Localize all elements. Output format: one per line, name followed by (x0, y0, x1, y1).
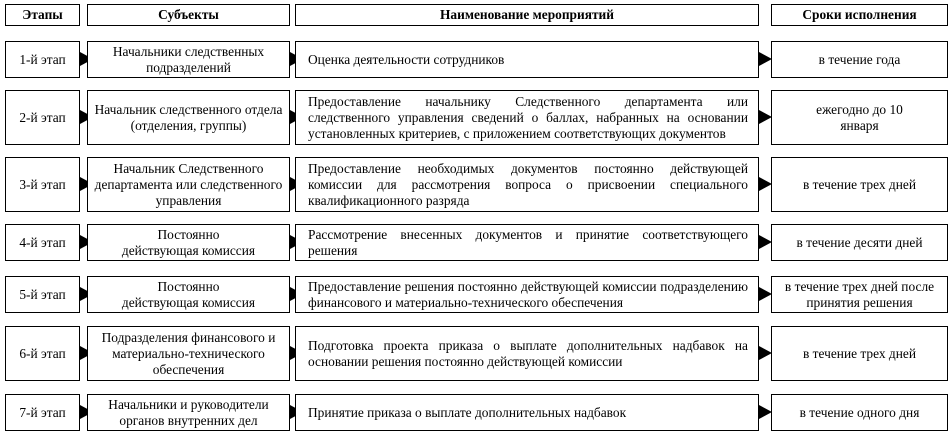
action-text: Рассмотрение внесенных документов и принятие соответствующего решения (308, 226, 748, 258)
stage-label: 4-й этап (5, 224, 80, 261)
term-box: в течение десяти дней (771, 224, 948, 261)
header-terms: Сроки исполнения (771, 4, 948, 26)
action-box (295, 90, 759, 145)
action-box (295, 224, 759, 261)
term-box: в течение трех дней после принятия решения (771, 276, 948, 313)
subject-box: Начальник следственного отдела (отделения, группы) (87, 90, 290, 145)
action-text: Оценка деятельности сотрудников (308, 51, 505, 67)
term-box: ежегодно до 10 января (771, 90, 948, 145)
header-stages: Этапы (5, 4, 80, 26)
term-box: в течение трех дней (771, 326, 948, 381)
stage-label: 6-й этап (5, 326, 80, 381)
action-box (295, 276, 759, 313)
stage-label: 7-й этап (5, 394, 80, 431)
action-text: Предоставление необходимых документов постоянно действующей комиссии для рассмотрения вопроса о присвоении специального квалификационного разряда (308, 160, 748, 208)
action-text: Предоставление решения постоянно действующей комиссии подразделению финансового и материально-технического обеспечения (308, 278, 748, 310)
action-box (295, 41, 759, 78)
action-box (295, 394, 759, 431)
stage-label: 2-й этап (5, 90, 80, 145)
subject-box: Постоянно действующая комиссия (87, 224, 290, 261)
action-text: Подготовка проекта приказа о выплате дополнительных надбавок на основании решения постоянно действующей комиссии (308, 337, 748, 369)
term-box: в течение года (771, 41, 948, 78)
subject-box: Начальник Следственного департамента или следственного управления (87, 157, 290, 212)
action-box (295, 326, 759, 381)
subject-box: Подразделения финансового и материально-технического обеспечения (87, 326, 290, 381)
stage-label: 5-й этап (5, 276, 80, 313)
subject-box: Начальники следственных подразделений (87, 41, 290, 78)
header-subjects: Субъекты (87, 4, 290, 26)
subject-box: Постоянно действующая комиссия (87, 276, 290, 313)
action-box (295, 157, 759, 212)
action-text: Предоставление начальнику Следственного департамента или следственного управления сведений о баллах, набранных на основании установленных критериев, с приложением соответствующих документов (308, 93, 748, 141)
term-box: в течение одного дня (771, 394, 948, 431)
term-box: в течение трех дней (771, 157, 948, 212)
action-text: Принятие приказа о выплате дополнительных надбавок (308, 404, 627, 420)
header-actions: Наименование мероприятий (295, 4, 759, 26)
stage-label: 1-й этап (5, 41, 80, 78)
subject-box: Начальники и руководители органов внутренних дел (87, 394, 290, 431)
stage-label: 3-й этап (5, 157, 80, 212)
